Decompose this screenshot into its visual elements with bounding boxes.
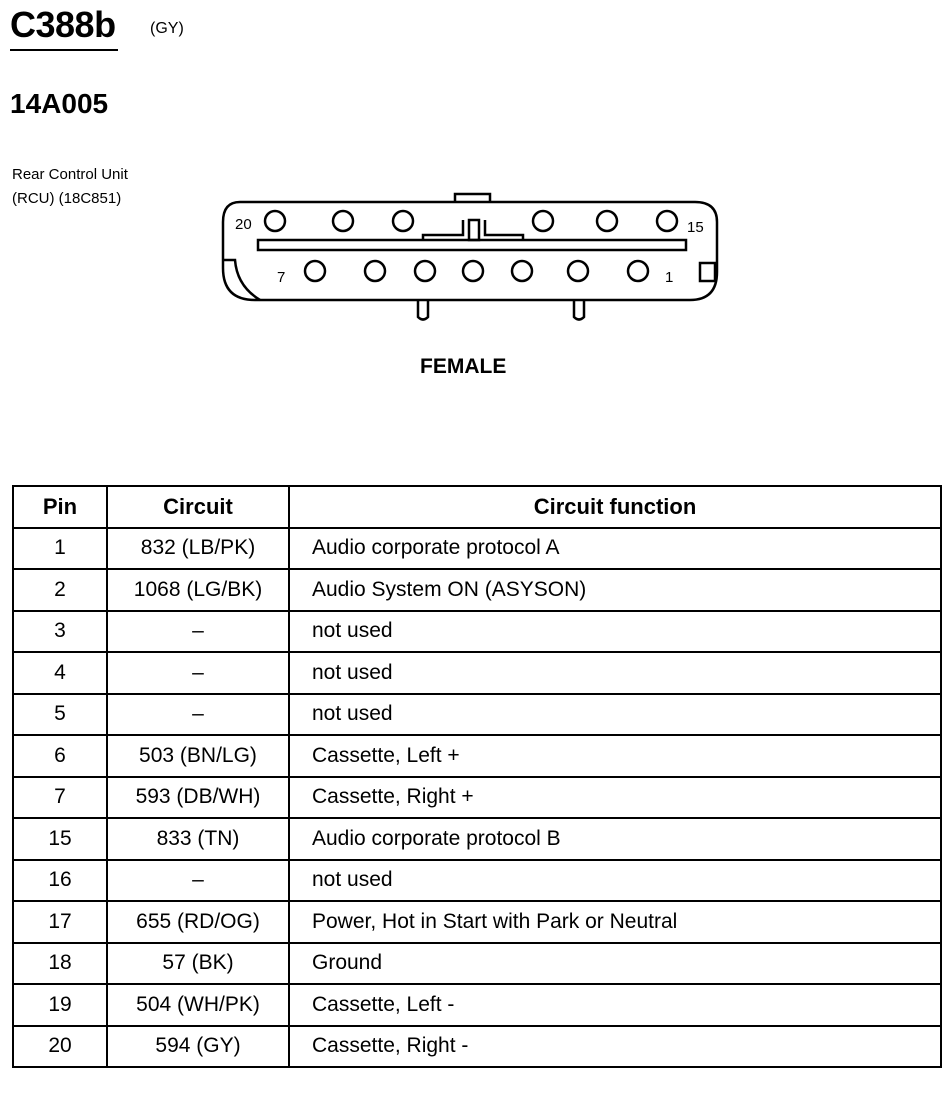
part-number: 14A005 [10, 88, 109, 119]
table-row [13, 860, 941, 902]
pin-label-20: 20 [235, 216, 252, 233]
circuit-cell: – [107, 652, 289, 694]
connector-id: C388b [10, 4, 116, 45]
circuit-cell: 504 (WH/PK) [107, 984, 289, 1026]
table-row [13, 652, 941, 694]
pin-cell: 15 [13, 818, 107, 860]
pin-cell: 6 [13, 735, 107, 777]
connector-gender-label: FEMALE [420, 355, 507, 378]
function-cell: not used [289, 611, 941, 653]
function-cell: Power, Hot in Start with Park or Neutral [289, 901, 941, 943]
table-row [13, 943, 941, 985]
lock-tab-right [574, 300, 584, 320]
title-underline [10, 49, 118, 51]
side-tab [700, 263, 715, 281]
pinout-table [12, 485, 942, 1068]
pin-cell: 1 [13, 528, 107, 570]
table-row [13, 694, 941, 736]
pin-cell: 17 [13, 901, 107, 943]
circuit-cell: – [107, 694, 289, 736]
center-divider [258, 240, 686, 250]
table-row [13, 984, 941, 1026]
function-cell: not used [289, 860, 941, 902]
pin-cell: 2 [13, 569, 107, 611]
circuit-cell: 593 (DB/WH) [107, 777, 289, 819]
function-cell: Cassette, Right - [289, 1026, 941, 1068]
function-cell: Cassette, Right + [289, 777, 941, 819]
pin-cell: 4 [13, 652, 107, 694]
pin-cell: 18 [13, 943, 107, 985]
function-cell: Audio corporate protocol B [289, 818, 941, 860]
component-name [12, 163, 212, 211]
circuit-cell: 832 (LB/PK) [107, 528, 289, 570]
pin-cell: 19 [13, 984, 107, 1026]
pin-cell: 7 [13, 777, 107, 819]
pin-cell: 5 [13, 694, 107, 736]
function-cell: Audio System ON (ASYSON) [289, 569, 941, 611]
function-cell: Ground [289, 943, 941, 985]
keyway [469, 220, 479, 240]
circuit-cell: – [107, 860, 289, 902]
component-name-line2: (RCU) (18C851) [12, 190, 122, 207]
pin-cell: 16 [13, 860, 107, 902]
table-row [13, 777, 941, 819]
circuit-cell: 503 (BN/LG) [107, 735, 289, 777]
header-circuit-function: Circuit function [289, 486, 941, 528]
table-row [13, 528, 941, 570]
keyway-ridge [423, 220, 523, 240]
circuit-cell: 1068 (LG/BK) [107, 569, 289, 611]
function-cell: not used [289, 694, 941, 736]
header-pin: Pin [13, 486, 107, 528]
table-row [13, 735, 941, 777]
pin-label-1: 1 [665, 269, 674, 286]
function-cell: Cassette, Left - [289, 984, 941, 1026]
circuit-cell: 594 (GY) [107, 1026, 289, 1068]
table-row [13, 901, 941, 943]
circuit-cell: – [107, 611, 289, 653]
function-cell: not used [289, 652, 941, 694]
connector-face-diagram [215, 190, 725, 330]
pin-label-7: 7 [277, 269, 286, 286]
table-row [13, 1026, 941, 1068]
table-row [13, 569, 941, 611]
connector-color: (GY) [150, 20, 184, 37]
pin-label-15: 15 [687, 219, 704, 236]
pin-cell: 3 [13, 611, 107, 653]
circuit-cell: 833 (TN) [107, 818, 289, 860]
header-circuit: Circuit [107, 486, 289, 528]
table-header-row [13, 486, 941, 528]
circuit-cell: 655 (RD/OG) [107, 901, 289, 943]
table-row [13, 818, 941, 860]
circuit-cell: 57 (BK) [107, 943, 289, 985]
housing-corner [223, 260, 260, 300]
lock-tab-left [418, 300, 428, 320]
pin-cell: 20 [13, 1026, 107, 1068]
function-cell: Audio corporate protocol A [289, 528, 941, 570]
function-cell: Cassette, Left + [289, 735, 941, 777]
component-name-line1: Rear Control Unit [12, 166, 128, 183]
table-row [13, 611, 941, 653]
